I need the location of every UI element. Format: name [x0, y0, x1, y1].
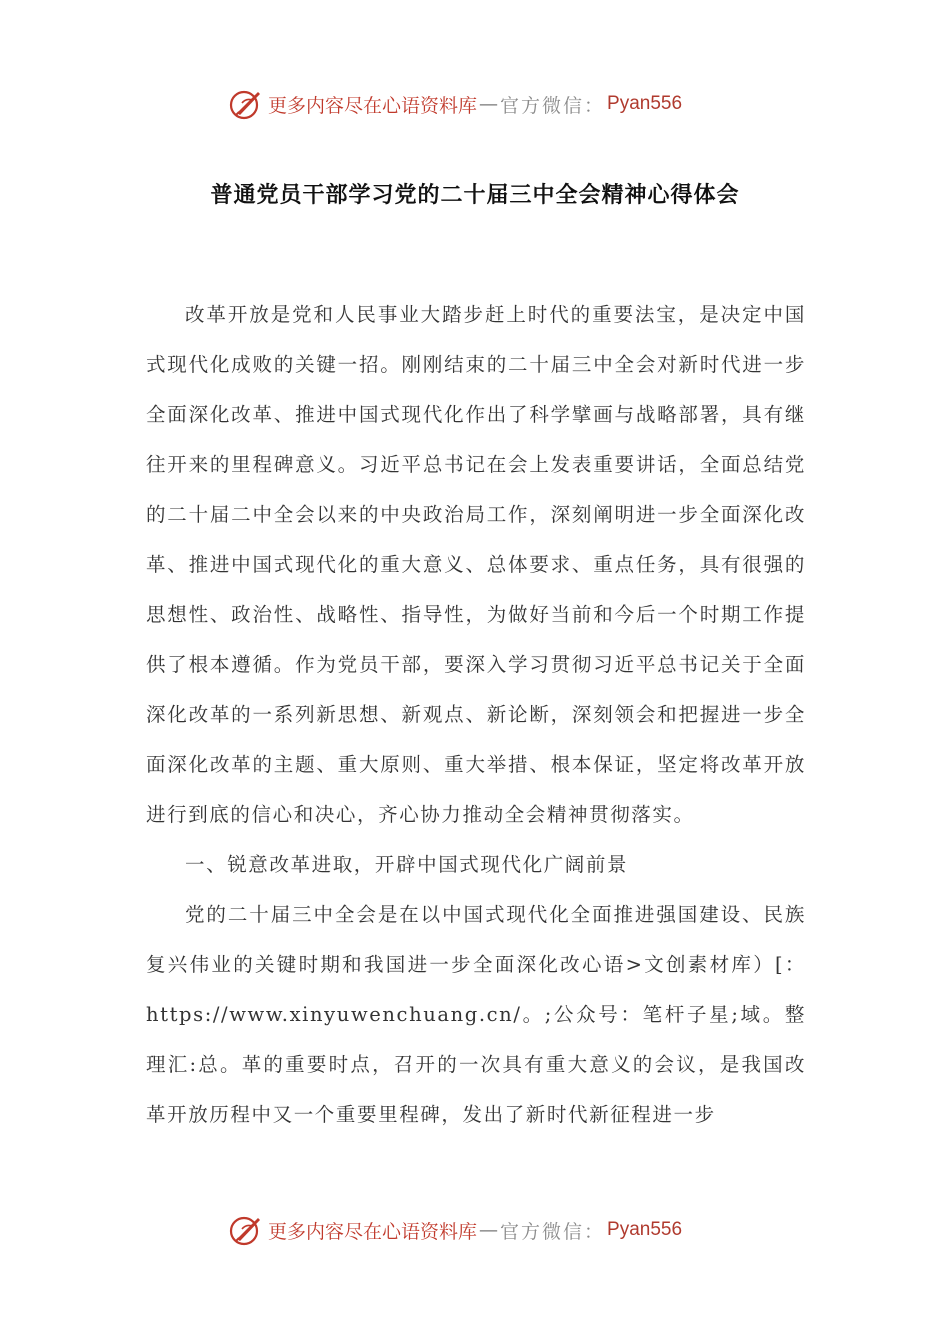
watermark-text: 更多内容尽在心语资料库: [268, 94, 478, 117]
watermark-text: 更多内容尽在心语资料库: [268, 1220, 478, 1243]
document-title: 普通党员干部学习党的二十届三中全会精神心得体会: [210, 183, 740, 208]
watermark-dash: —: [479, 1219, 499, 1241]
watermark-banner-bottom: [228, 1210, 682, 1250]
wechat-id: Pyan556: [607, 1219, 683, 1240]
quill-logo-icon: [228, 1212, 264, 1248]
watermark-banner-top: [228, 84, 682, 124]
watermark-dash: —: [479, 93, 499, 115]
wechat-label: 官方微信：: [500, 94, 606, 117]
paragraph-section-1: 党的二十届三中全会是在以中国式现代化全面推进强国建设、民族复兴伟业的关键时期和我国进一步全面深化改心语>文创素材库）[：https://www.xinyuwenchuang.cn/。;公众号：笔杆子星;域。整理汇:总。革的重要时点，召开的一次具有重大意义的会议，是我国改革开放历程中又一个重要里程碑，发出了新时代新征程进一步: [146, 903, 806, 1126]
wechat-id: Pyan556: [607, 93, 683, 114]
document-body: [146, 290, 806, 1140]
quill-logo-icon: [228, 86, 264, 122]
wechat-label: 官方微信：: [500, 1220, 606, 1243]
section-heading-1: 一、锐意改革进取，开辟中国式现代化广阔前景: [185, 853, 629, 876]
paragraph-intro: 改革开放是党和人民事业大踏步赶上时代的重要法宝，是决定中国式现代化成败的关键一招。刚刚结束的二十届三中全会对新时代进一步全面深化改革、推进中国式现代化作出了科学擘画与战略部署，具有继往开来的里程碑意义。习近平总书记在会上发表重要讲话，全面总结党的二十届二中全会以来的中央政治局工作，深刻阐明进一步全面深化改革、推进中国式现代化的重大意义、总体要求、重点任务，具有很强的思想性、政治性、战略性、指导性，为做好当前和今后一个时期工作提供了根本遵循。作为党员干部，要深入学习贯彻习近平总书记关于全面深化改革的一系列新思想、新观点、新论断，深刻领会和把握进一步全面深化改革的主题、重大原则、重大举措、根本保证，坚定将改革开放进行到底的信心和决心，齐心协力推动全会精神贯彻落实。: [146, 303, 806, 826]
